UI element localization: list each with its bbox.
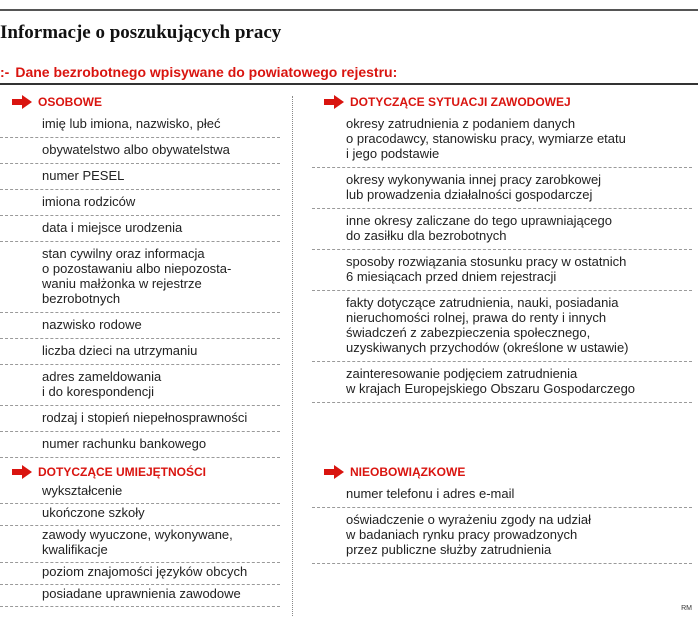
subtitle-rule bbox=[0, 83, 698, 85]
list-item: adres zameldowania i do korespondencji bbox=[0, 365, 280, 406]
list bbox=[312, 482, 692, 564]
list-item: fakty dotyczące zatrudnienia, nauki, posiadania nieruchomości rolnej, prawa do renty i innych świadczeń z zabezpieczenia społecznego, uzyskiwanych przychodów (określone w ustawie) bbox=[312, 291, 692, 362]
list-item: liczba dzieci na utrzymaniu bbox=[0, 339, 280, 365]
top-rule bbox=[0, 9, 698, 11]
list-item: stan cywilny oraz informacja o pozostawaniu albo niepozosta- waniu małżonka w rejestrze bezrobotnych bbox=[0, 242, 280, 313]
section-osobowe bbox=[0, 92, 280, 458]
page-title: Informacje o poszukujących pracy bbox=[0, 22, 282, 43]
list-item: okresy wykonywania innej pracy zarobkowej lub prowadzenia działalności gospodarczej bbox=[312, 168, 692, 209]
section-zawodowe bbox=[312, 92, 692, 403]
subtitle bbox=[0, 64, 397, 80]
red-arrow-icon bbox=[12, 465, 32, 479]
subtitle-marker: :- bbox=[0, 64, 10, 80]
list-item: sposoby rozwiązania stosunku pracy w ostatnich 6 miesiącach przed dniem rejestracji bbox=[312, 250, 692, 291]
list bbox=[312, 112, 692, 403]
column-divider bbox=[292, 96, 293, 616]
list-item: data i miejsce urodzenia bbox=[0, 216, 280, 242]
list-item: okresy zatrudnienia z podaniem danych o pracodawcy, stanowisku pracy, wymiarze etatu i jego podstawie bbox=[312, 112, 692, 168]
section-umiejetnosci bbox=[0, 462, 280, 607]
list-item: imię lub imiona, nazwisko, płeć bbox=[0, 112, 280, 138]
red-arrow-icon bbox=[324, 465, 344, 479]
list-item: nazwisko rodowe bbox=[0, 313, 280, 339]
list-item: oświadczenie o wyrażeniu zgody na udział w badaniach rynku pracy prowadzonych przez publiczne służby zatrudnienia bbox=[312, 508, 692, 564]
list-item: numer rachunku bankowego bbox=[0, 432, 280, 458]
red-arrow-icon bbox=[12, 95, 32, 109]
list bbox=[0, 112, 280, 458]
red-arrow-icon bbox=[324, 95, 344, 109]
section-heading bbox=[0, 92, 280, 112]
list-item: imiona rodziców bbox=[0, 190, 280, 216]
section-heading bbox=[0, 462, 280, 482]
section-heading bbox=[312, 462, 692, 482]
list-item: numer PESEL bbox=[0, 164, 280, 190]
list-item: zawody wyuczone, wykonywane, kwalifikacje bbox=[0, 526, 280, 563]
section-heading bbox=[312, 92, 692, 112]
list-item: numer telefonu i adres e-mail bbox=[312, 482, 692, 508]
list-item: inne okresy zaliczane do tego uprawniającego do zasiłku dla bezrobotnych bbox=[312, 209, 692, 250]
list-item: posiadane uprawnienia zawodowe bbox=[0, 585, 280, 607]
list-item: zainteresowanie podjęciem zatrudnienia w krajach Europejskiego Obszaru Gospodarczego bbox=[312, 362, 692, 403]
subtitle-text: Dane bezrobotnego wpisywane do powiatowego rejestru: bbox=[15, 64, 398, 80]
section-nieobowiazkowe bbox=[312, 462, 692, 564]
list-item: wykształcenie bbox=[0, 482, 280, 504]
section-heading-label: DOTYCZĄCE UMIEJĘTNOŚCI bbox=[38, 465, 207, 479]
list-item: obywatelstwo albo obywatelstwa bbox=[0, 138, 280, 164]
list bbox=[0, 482, 280, 607]
list-item: ukończone szkoły bbox=[0, 504, 280, 526]
credit: RM bbox=[681, 605, 692, 612]
list-item: rodzaj i stopień niepełnosprawności bbox=[0, 406, 280, 432]
section-heading-label: OSOBOWE bbox=[38, 95, 103, 109]
list-item: poziom znajomości języków obcych bbox=[0, 563, 280, 585]
section-heading-label: DOTYCZĄCE SYTUACJI ZAWODOWEJ bbox=[350, 95, 571, 109]
section-heading-label: NIEOBOWIĄZKOWE bbox=[350, 465, 466, 479]
